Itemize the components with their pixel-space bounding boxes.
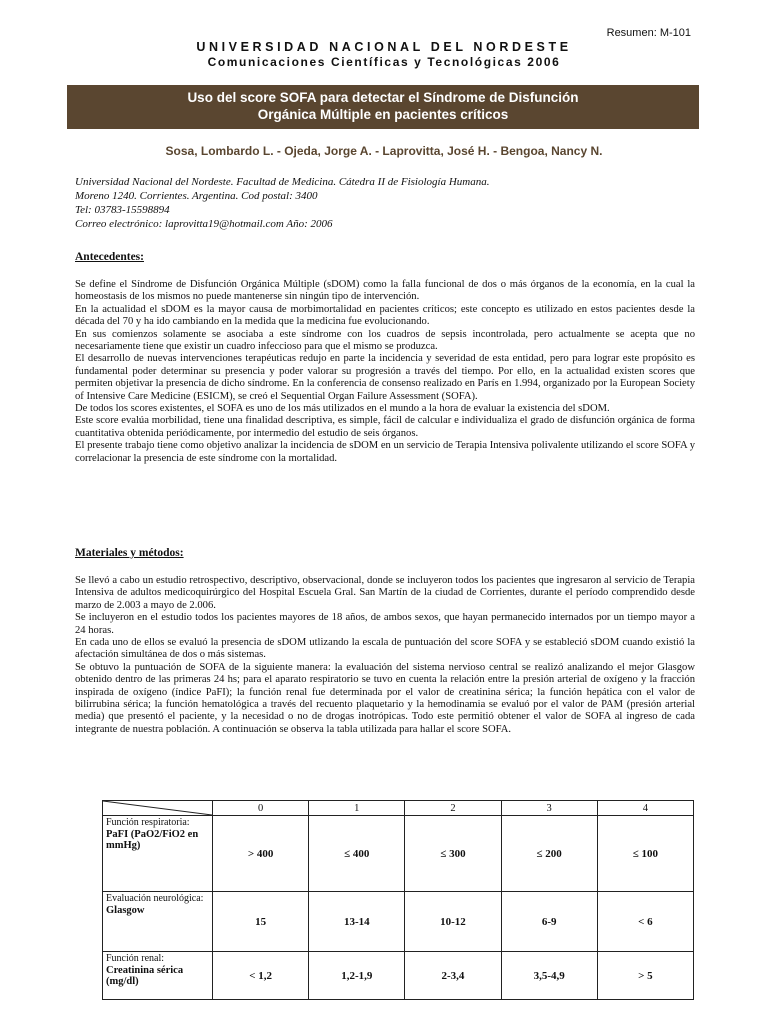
table-cell: 10-12 bbox=[405, 892, 501, 952]
table-cell: < 1,2 bbox=[213, 952, 309, 1000]
table-header-row bbox=[103, 801, 694, 816]
column-header: 2 bbox=[405, 801, 501, 816]
column-header: 3 bbox=[501, 801, 597, 816]
table-cell: ≤ 100 bbox=[597, 816, 693, 892]
table-cell: > 400 bbox=[213, 816, 309, 892]
table-cell: 1,2-1,9 bbox=[309, 952, 405, 1000]
university-name: UNIVERSIDAD NACIONAL DEL NORDESTE bbox=[196, 40, 572, 54]
row-label-plain: Función renal: bbox=[106, 953, 165, 964]
table-row bbox=[103, 892, 694, 952]
table-cell: 15 bbox=[213, 892, 309, 952]
affiliation-line: Tel: 03783-15598894 bbox=[75, 204, 170, 216]
paragraph: El presente trabajo tiene como objetivo analizar la incidencia de sDOM en un servicio de Terapia Intensiva polivalente utilizando el score SOFA y correlacionar la presencia de este síndrome con la mortalidad. bbox=[75, 440, 695, 464]
paragraph: Se incluyeron en el estudio todos los pacientes mayores de 18 años, de ambos sexos, que hayan permanecido internados por un tiempo mayor a 24 horas. bbox=[75, 612, 695, 636]
table-cell: 2-3,4 bbox=[405, 952, 501, 1000]
resumen-code: Resumen: M-101 bbox=[606, 27, 691, 39]
table-cell: ≤ 300 bbox=[405, 816, 501, 892]
paper-title-box bbox=[67, 85, 699, 129]
table-corner-cell bbox=[103, 801, 213, 816]
authors: Sosa, Lombardo L. - Ojeda, Jorge A. - Laprovitta, José H. - Bengoa, Nancy N. bbox=[165, 144, 603, 158]
table-cell: ≤ 400 bbox=[309, 816, 405, 892]
paper-title-line-1: Uso del score SOFA para detectar el Síndrome de Disfunción bbox=[187, 90, 579, 105]
row-label bbox=[103, 816, 213, 892]
column-header: 1 bbox=[309, 801, 405, 816]
row-label bbox=[103, 952, 213, 1000]
section-body-antecedentes bbox=[75, 279, 695, 465]
journal-name: Comunicaciones Científicas y Tecnológicas 2006 bbox=[207, 55, 561, 69]
paper-title-line-2: Orgánica Múltiple en pacientes críticos bbox=[257, 107, 509, 122]
table-cell: 3,5-4,9 bbox=[501, 952, 597, 1000]
paragraph: Se define el Síndrome de Disfunción Orgánica Múltiple (sDOM) como la falla funcional de dos o más órganos de la economía, en la cual la homeostasis de los mismos no puede mantenerse sin ningún tipo de intervención. bbox=[75, 279, 695, 303]
table-cell: > 5 bbox=[597, 952, 693, 1000]
section-heading-antecedentes: Antecedentes: bbox=[75, 251, 144, 263]
section-body-materiales bbox=[75, 575, 695, 736]
paragraph: En la actualidad el sDOM es la mayor causa de morbimortalidad en pacientes críticos; este concepto es utilizado en estos pacientes desde la década del 70 y ha ido cambiando en la medida que la medicina fue evolucionando. bbox=[75, 303, 695, 328]
table-cell: < 6 bbox=[597, 892, 693, 952]
column-header: 0 bbox=[213, 801, 309, 816]
table-cell: 6-9 bbox=[501, 892, 597, 952]
table-row bbox=[103, 952, 694, 1000]
row-label-plain: Evaluación neurológica: bbox=[106, 893, 204, 904]
affiliation-line: Moreno 1240. Corrientes. Argentina. Cod postal: 3400 bbox=[75, 190, 318, 202]
table-cell: 13-14 bbox=[309, 892, 405, 952]
affiliation-line: Correo electrónico: laprovitta19@hotmail.com Año: 2006 bbox=[75, 218, 333, 230]
affiliation-line: Universidad Nacional del Nordeste. Facultad de Medicina. Cátedra II de Fisiología Humana. bbox=[75, 176, 490, 188]
paragraph: Se obtuvo la puntuación de SOFA de la siguiente manera: la evaluación del sistema nervioso central se realizó analizando el mejor Glasgow obtenido dentro de las primeras 24 hs; para el aparato respiratorio se tuvo en cuenta la relación entre la presión arterial de oxígeno y la fracción inspirada de oxígeno (índice PaFI); la función renal fue determinada por el valor de creatinina sérica; la función hepática con el valor de bilirrubina sérica; la función hematológica a través del recuento plaquetario y la hemodinamia se evaluó por el valor de PAM (presión arterial media) que presentó el paciente, y la necesidad o no de drogas inotrópicas. Todo este permitió obtener el valor de SOFA al ingreso de cada integrante de nuestra población. A continuación se observa la tabla utilizada para hallar el score SOFA. bbox=[75, 661, 695, 735]
row-label-plain: Función respiratoria: bbox=[106, 817, 190, 828]
row-label bbox=[103, 892, 213, 952]
paragraph: Este score evalúa morbilidad, tiene una finalidad descriptiva, es simple, fácil de calcular e individualiza el grado de disfunción orgánica de forma cuantitativa obtenida periódicamente, por intermedio del estudio de seis órganos. bbox=[75, 415, 695, 439]
column-header: 4 bbox=[597, 801, 693, 816]
table-cell: ≤ 200 bbox=[501, 816, 597, 892]
row-label-bold: Creatinina sérica (mg/dl) bbox=[106, 964, 184, 987]
paragraph: En cada uno de ellos se evaluó la presencia de sDOM utlizando la escala de puntuación del score SOFA y se estableció sDOM cuando existió la afectación simultánea de dos o más sistemas. bbox=[75, 637, 695, 661]
row-label-bold: PaFI (PaO2/FiO2 en mmHg) bbox=[106, 828, 199, 851]
paragraph: El desarrollo de nuevas intervenciones terapéuticas redujo en parte la incidencia y severidad de esta entidad, pero para lograr este propósito es fundamental poder determinar su presencia y poder valorar su progresión a través del tiempo. Por ello, en la actualidad existen scores que permiten objetivar la presencia de dicho síndrome. En la conferencia de consenso realizado en París en 1.994, organizado por la European Society of Intensive Care Medicine (ESICM), se creó el Sequential Organ Failure Assessment (SOFA). bbox=[75, 353, 695, 402]
affiliation-block bbox=[75, 175, 695, 231]
table-row bbox=[103, 816, 694, 892]
row-label-bold: Glasgow bbox=[106, 904, 145, 916]
section-heading-materiales: Materiales y métodos: bbox=[75, 547, 184, 559]
paragraph: Se llevó a cabo un estudio retrospectivo, descriptivo, observacional, donde se incluyeron todos los pacientes que ingresaron al servicio de Terapia Intensiva de adultos medicoquirúrgico del Hospital Escuela Gral. San Martín de la ciudad de Corrientes, durante el período comprendido desde marzo de 2.003 a mayo de 2.006. bbox=[75, 575, 695, 611]
paragraph: De todos los scores existentes, el SOFA es uno de los más utilizados en el mundo a la hora de evaluar la existencia del sDOM. bbox=[75, 403, 610, 415]
sofa-score-table bbox=[102, 800, 694, 1000]
paragraph: En sus comienzos solamente se asociaba a este síndrome con los cuadros de sepsis incontrolada, pero actualmente se acepta que no necesariamente tiene que existir un cuadro infeccioso para que el mismo se produzca. bbox=[75, 328, 695, 353]
diagonal-line bbox=[103, 801, 212, 815]
